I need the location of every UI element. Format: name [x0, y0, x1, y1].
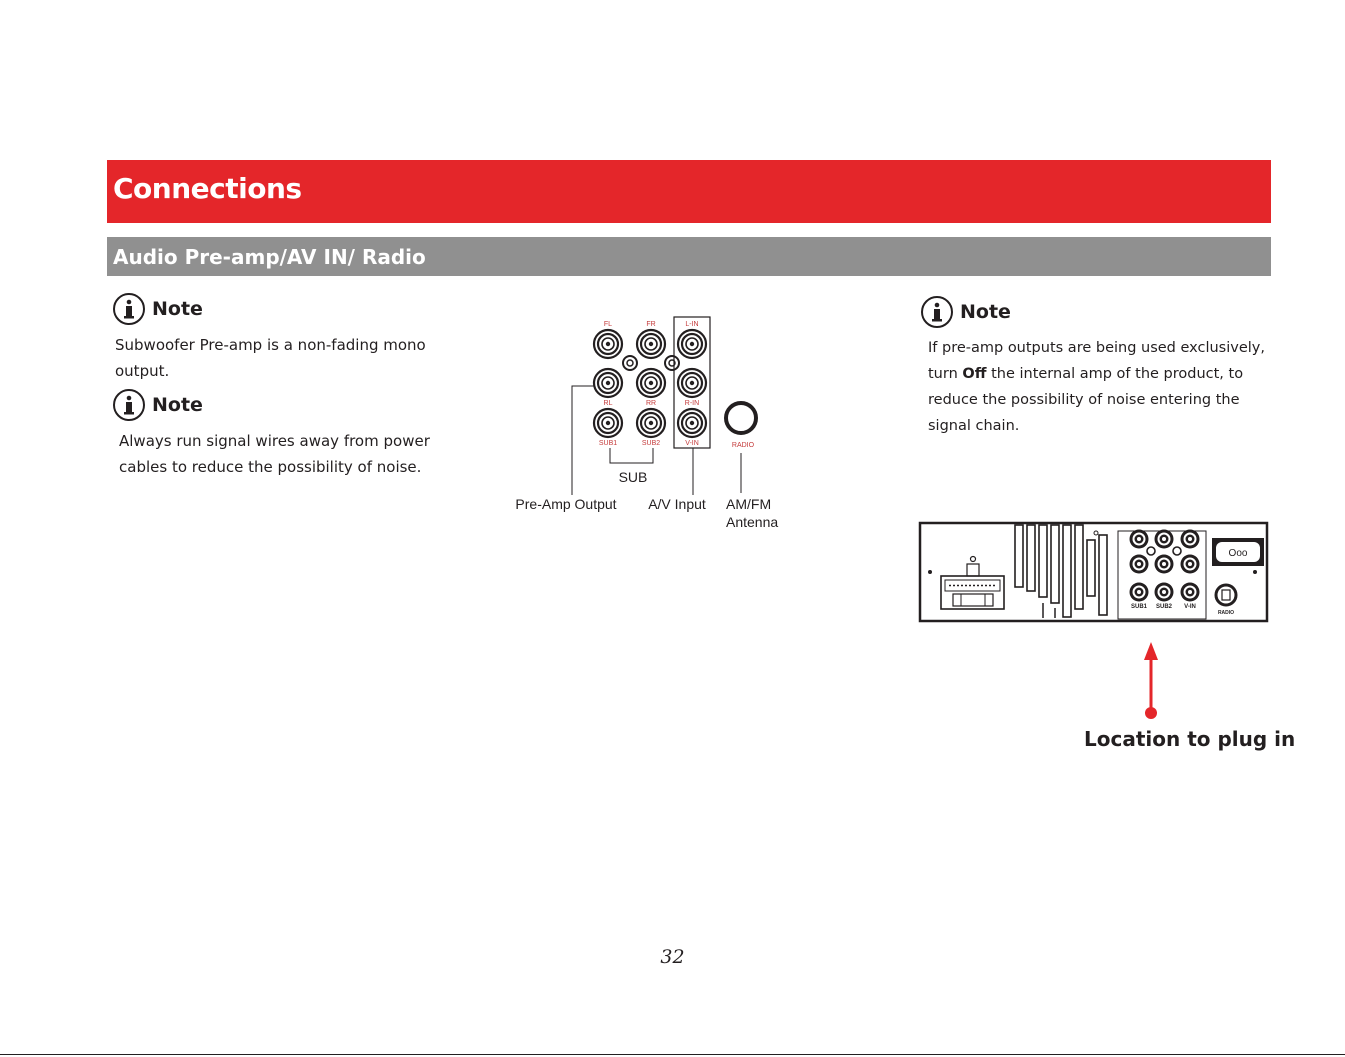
panel-jack — [1181, 583, 1200, 602]
note-text: Always run signal wires away from power cables to reduce the possibility of noise. — [119, 432, 430, 476]
jack-sub2 — [637, 409, 665, 437]
amfm-label-line1: AM/FM — [726, 496, 772, 512]
panel-jack — [1130, 555, 1149, 574]
info-icon — [112, 292, 146, 326]
jack-fr — [637, 330, 665, 358]
note-preamp-outputs — [920, 295, 1270, 439]
off-emphasis: Off — [962, 366, 987, 382]
jack-sub1 — [594, 409, 622, 437]
callout-label: Location to plug in — [1084, 727, 1296, 751]
note-label: Note — [152, 298, 203, 320]
panel-jack — [1155, 583, 1174, 602]
jack-rr — [637, 369, 665, 397]
connector-diagram — [500, 305, 800, 535]
label-rr: RR — [645, 400, 657, 407]
section-title: Audio Pre-amp/AV IN/ Radio — [113, 245, 426, 269]
av-input-label: A/V Input — [648, 496, 706, 512]
sub-bracket — [610, 448, 653, 463]
info-icon — [920, 295, 954, 329]
page-number: 32 — [660, 946, 685, 968]
section-bar — [107, 237, 1271, 276]
label-lin: L-IN — [685, 321, 699, 328]
note-text: Subwoofer Pre-amp is a non-fading mono output. — [115, 336, 426, 380]
preamp-output-label: Pre-Amp Output — [515, 496, 617, 512]
label-sub2: SUB2 — [641, 440, 661, 447]
panel-jack — [1155, 530, 1174, 549]
jack-vin — [678, 409, 706, 437]
note-text: If pre-amp outputs are being used exclusively, turn Off the internal amp of the product, to reduce the possibility of noise entering the signal chain. — [928, 340, 1265, 434]
jack-rin — [678, 369, 706, 397]
label-vin: V-IN — [685, 440, 699, 447]
screw — [623, 356, 637, 370]
label-rin: R-IN — [684, 400, 700, 407]
rear-panel-illustration — [918, 520, 1270, 626]
label-fr: FR — [646, 321, 656, 328]
sub-label: SUB — [618, 469, 648, 485]
preamp-leader — [572, 386, 594, 495]
jack-lin — [678, 330, 706, 358]
callout-arrow — [1141, 640, 1161, 722]
panel-jack — [1181, 530, 1200, 549]
panel-label-sub2: SUB2 — [1155, 604, 1173, 610]
note-subwoofer — [112, 292, 442, 384]
note-label: Note — [960, 301, 1011, 323]
amfm-label-line2: Antenna — [726, 514, 779, 530]
label-radio: RADIO — [731, 442, 755, 449]
panel-jack — [1130, 530, 1149, 549]
bottom-rule — [0, 1054, 1345, 1055]
title-bar — [107, 160, 1271, 223]
jack-rl — [594, 369, 622, 397]
jack-radio — [726, 403, 756, 433]
label-fl: FL — [603, 321, 613, 328]
panel-label-sub1: SUB1 — [1130, 604, 1148, 610]
jack-fl — [594, 330, 622, 358]
panel-jack — [1155, 555, 1174, 574]
label-sub1: SUB1 — [598, 440, 618, 447]
panel-jack — [1130, 583, 1149, 602]
svg-text:Ooo: Ooo — [1228, 548, 1248, 559]
panel-jack — [1181, 555, 1200, 574]
info-icon — [112, 388, 146, 422]
screw — [665, 356, 679, 370]
panel-label-vin: V-IN — [1184, 604, 1196, 610]
note-label: Note — [152, 394, 203, 416]
panel-label-radio: RADIO — [1217, 610, 1235, 616]
page-title: Connections — [113, 172, 302, 205]
note-signal-wires — [112, 388, 442, 480]
label-rl: RL — [603, 400, 613, 407]
